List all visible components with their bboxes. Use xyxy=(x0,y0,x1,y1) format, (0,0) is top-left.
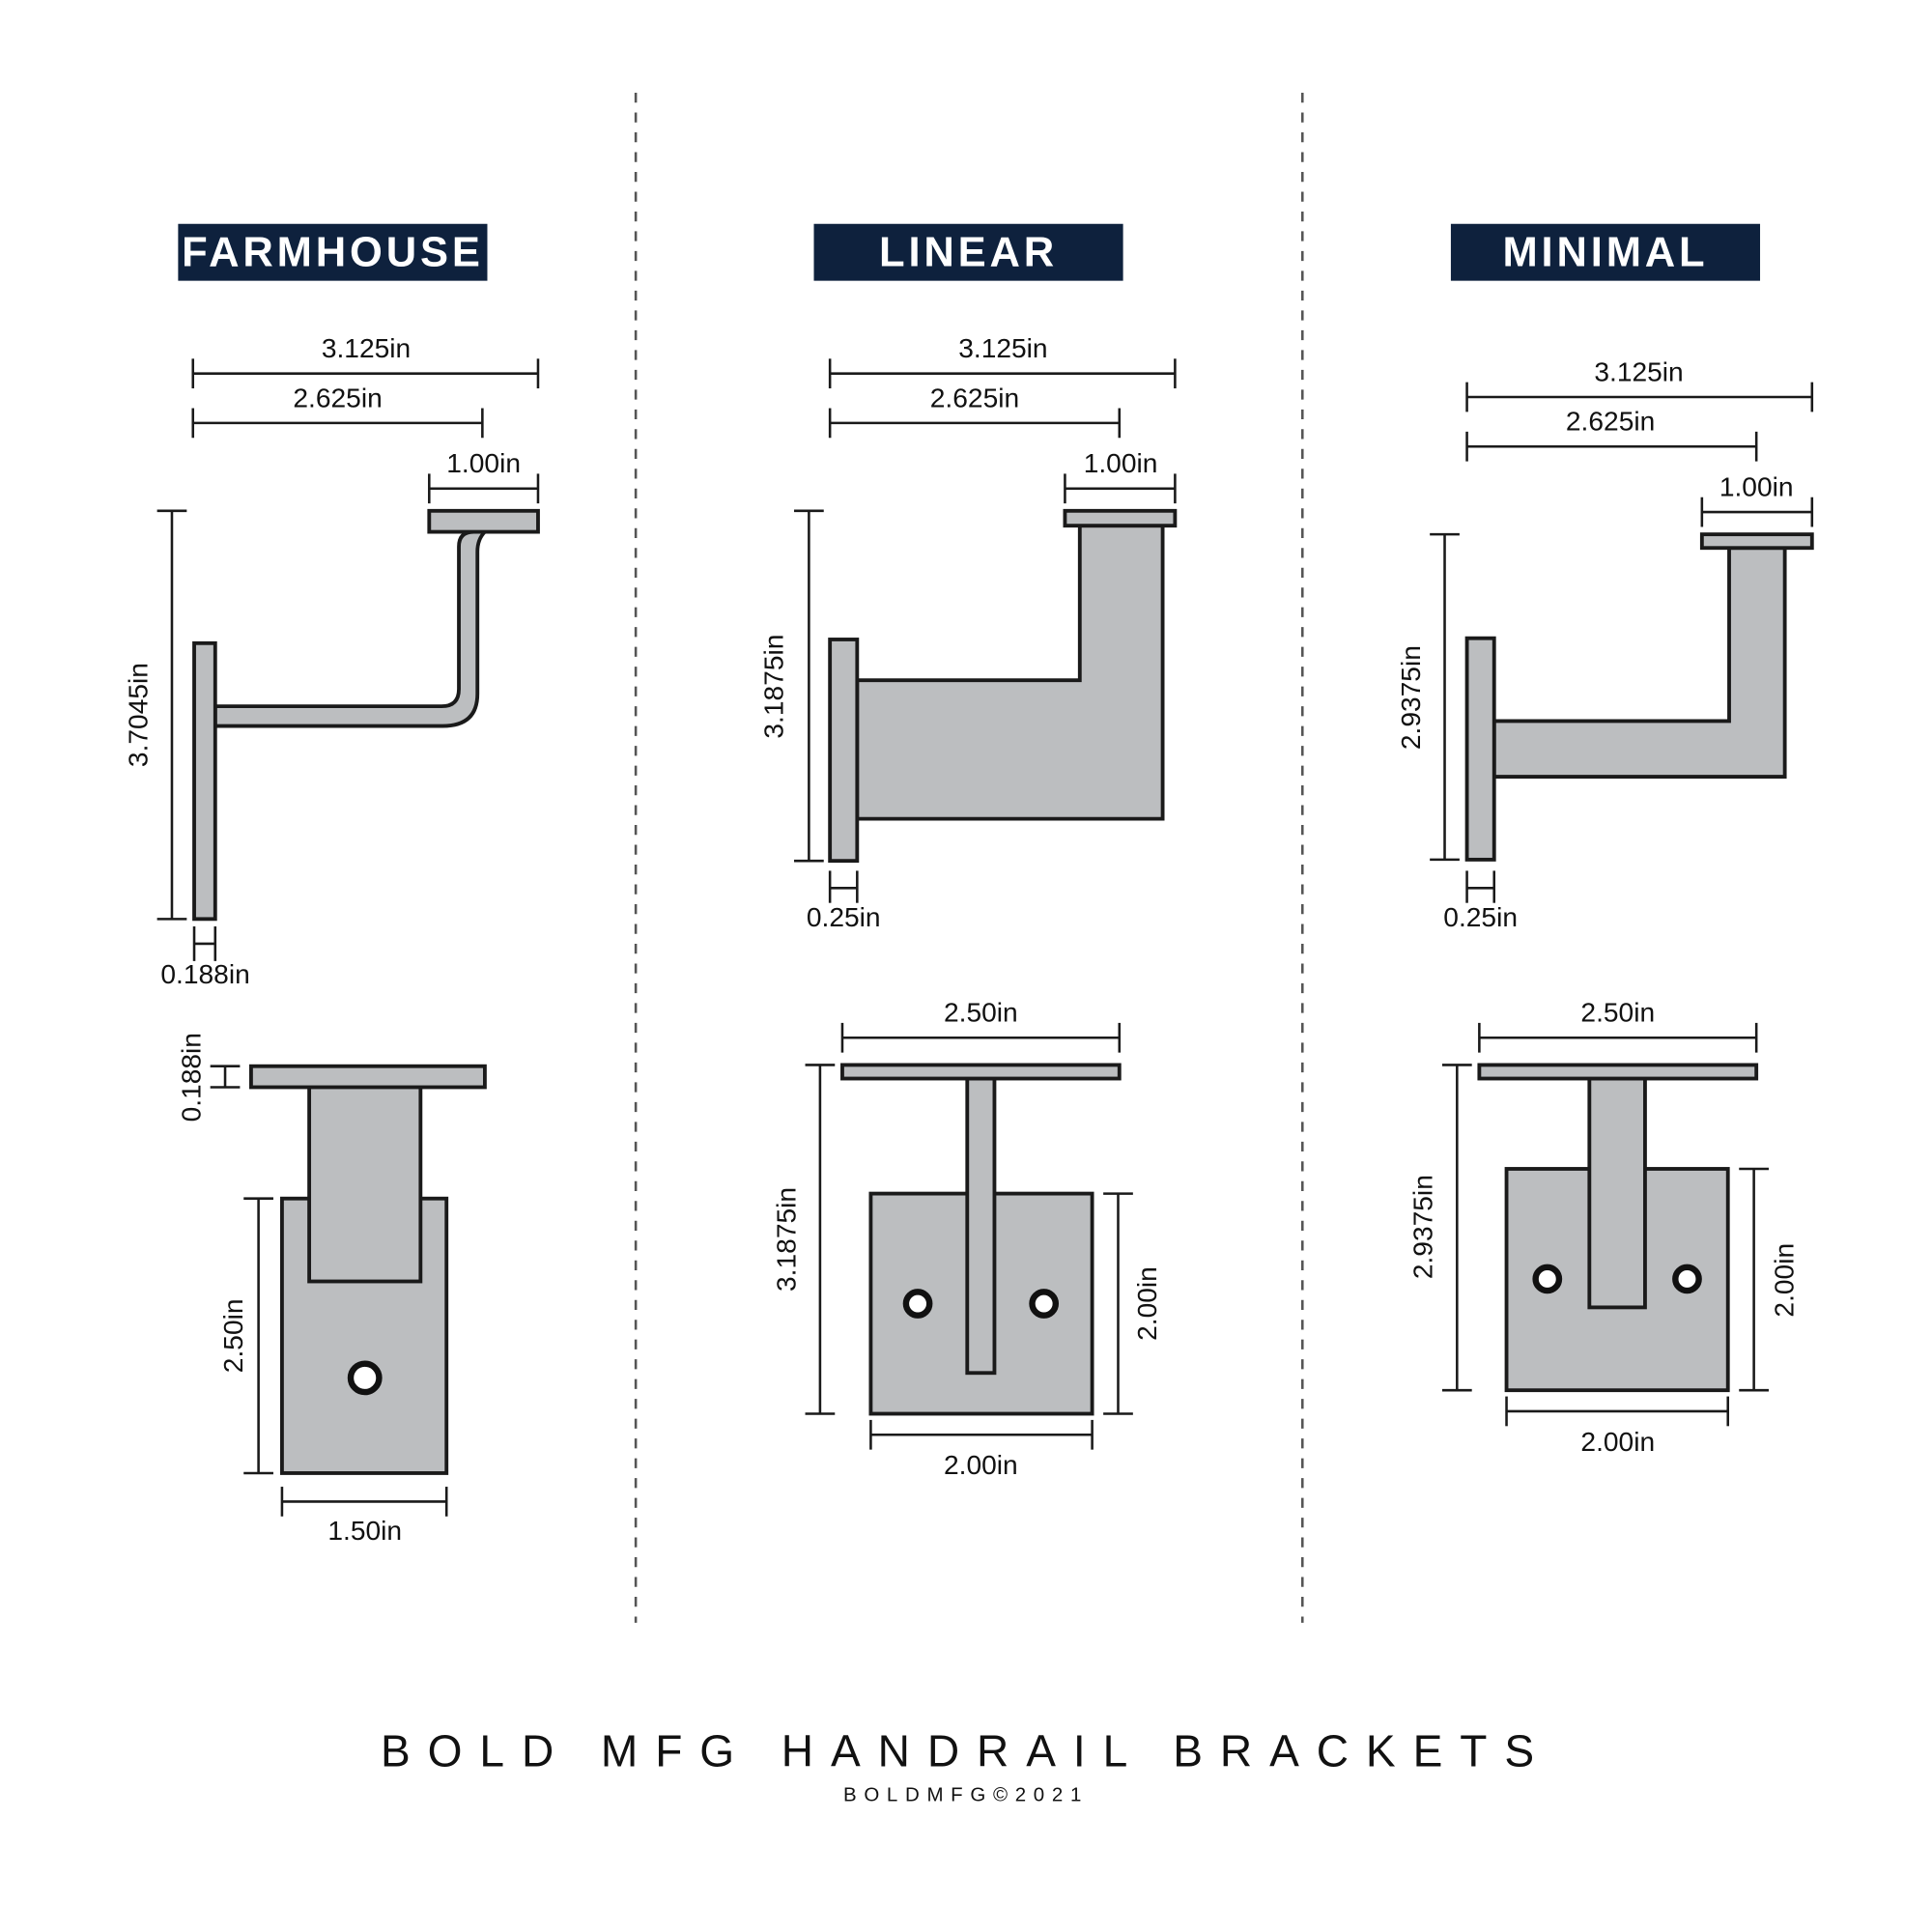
farmhouse-plate-width-label: 1.50in xyxy=(327,1516,403,1547)
minimal-top-plate-width-label: 2.50in xyxy=(1580,997,1656,1028)
farmhouse-rail-plate xyxy=(429,511,538,532)
linear-post xyxy=(967,1079,994,1374)
linear-title: LINEAR xyxy=(879,229,1059,276)
linear-side-view xyxy=(758,333,1175,932)
linear-overall-height-label: 3.1875in xyxy=(771,1186,802,1292)
farmhouse-height-label: 3.7045in xyxy=(123,663,154,768)
mounting-hole xyxy=(1033,1292,1056,1315)
linear-rail-plate xyxy=(1065,511,1175,526)
minimal-arm xyxy=(1494,548,1785,777)
linear-height-label: 3.1875in xyxy=(758,634,789,739)
minimal-column xyxy=(1396,224,1812,1457)
farmhouse-arm-reach-label: 2.625in xyxy=(293,383,383,413)
minimal-top-plate xyxy=(1479,1065,1756,1078)
farmhouse-title: FARMHOUSE xyxy=(182,229,484,276)
farmhouse-top-plate xyxy=(251,1066,485,1088)
linear-column xyxy=(758,224,1175,1480)
farmhouse-side-view xyxy=(123,333,538,989)
farmhouse-top-plate-thickness-label: 0.188in xyxy=(176,1033,207,1122)
linear-top-plate xyxy=(842,1065,1120,1078)
farmhouse-wall-plate-thickness-label: 0.188in xyxy=(160,958,250,989)
farmhouse-front-view xyxy=(176,1033,484,1546)
mounting-hole xyxy=(1675,1267,1698,1291)
minimal-side-view xyxy=(1396,356,1812,932)
farmhouse-post xyxy=(309,1085,420,1282)
linear-front-view xyxy=(771,998,1162,1481)
farmhouse-overall-width-label: 3.125in xyxy=(321,333,412,364)
minimal-plate-height-label: 2.00in xyxy=(1769,1242,1800,1318)
minimal-title: MINIMAL xyxy=(1502,229,1709,276)
footer-copyright: BOLDMFG©2021 xyxy=(842,1783,1090,1806)
minimal-overall-width-label: 3.125in xyxy=(1594,356,1684,387)
linear-wall-plate-thickness-label: 0.25in xyxy=(806,902,881,933)
minimal-post xyxy=(1589,1079,1645,1308)
linear-plate-height-label: 2.00in xyxy=(1132,1266,1163,1341)
farmhouse-rail-plate-label: 1.00in xyxy=(446,448,521,479)
linear-arm xyxy=(857,526,1162,818)
linear-wall-plate xyxy=(830,639,857,861)
minimal-height-label: 2.9375in xyxy=(1395,645,1426,751)
mounting-hole xyxy=(351,1364,379,1392)
mounting-hole xyxy=(906,1292,929,1315)
minimal-plate-width-label: 2.00in xyxy=(1580,1426,1656,1457)
linear-top-plate-width-label: 2.50in xyxy=(944,997,1018,1028)
minimal-rail-plate-label: 1.00in xyxy=(1719,471,1794,502)
minimal-rail-plate xyxy=(1702,534,1812,548)
footer-title: BOLD MFG HANDRAIL BRACKETS xyxy=(381,1725,1551,1776)
farmhouse-arm xyxy=(215,532,485,726)
farmhouse-column xyxy=(123,224,538,1546)
minimal-overall-height-label: 2.9375in xyxy=(1407,1175,1438,1280)
linear-arm-reach-label: 2.625in xyxy=(929,383,1020,413)
minimal-front-view xyxy=(1408,998,1800,1457)
farmhouse-wall-plate xyxy=(194,643,215,920)
minimal-wall-plate xyxy=(1467,639,1494,860)
linear-rail-plate-label: 1.00in xyxy=(1083,448,1158,479)
linear-plate-width-label: 2.00in xyxy=(944,1450,1018,1481)
farmhouse-plate-height-label: 2.50in xyxy=(217,1298,248,1374)
linear-overall-width-label: 3.125in xyxy=(958,333,1048,364)
minimal-wall-plate-thickness-label: 0.25in xyxy=(1443,902,1519,933)
mounting-hole xyxy=(1536,1267,1559,1291)
minimal-arm-reach-label: 2.625in xyxy=(1565,406,1656,437)
